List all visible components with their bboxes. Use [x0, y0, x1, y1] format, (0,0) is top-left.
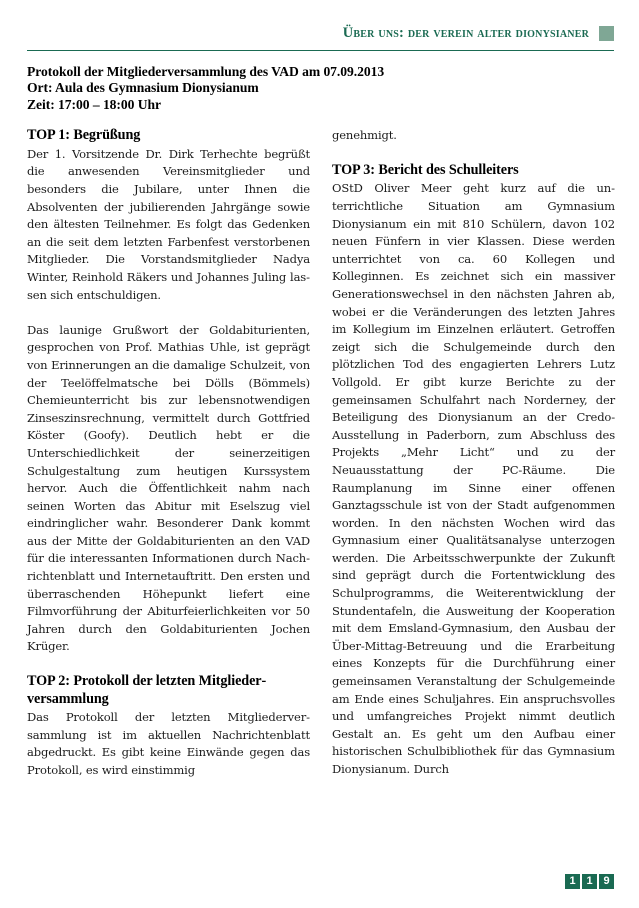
paragraph-top1-1: Der 1. Vorsitzende Dr. Dirk Terhechte begrüßt die anwesenden Vereinsmitglieder und besonders die Jubilare, unter Ihnen die Absolventen der jubilierenden Jahrgänge sowie den ältesten Teilnehmer. Es folgt das Gedenken an die seit dem letzten Farbenfest verstorbenen Mitglieder. Die Vorstandsmitglieder Nadya Winter, Reinhold Räkers und Johannes Juling lassen sich entschuldigen. [27, 146, 310, 302]
paragraph-top1-2: Das launige Grußwort der Goldabiturienten, gesprochen von Prof. Mathias Uhle, ist geprägt von Erinnerungen an die damalige Schulzeit, von der Teelöffelmatsche bei Dölls (Bömmels) Chemieunterricht bis zur lebensnotwendigen Zinseszinsrechnung, vermittelt durch Gottfried Köster (Goofy). Deutlich hebt er die Unterschiedlichkeit der seinerzeitigen Schulgestaltung zum heutigen Kurssystem hervor. Auch die Öffentlichkeit nahm nach seinen Worten das Abitur mit Eselszug viel eindringlicher wahr. Besonderer Dank kommt aus der Mitte der Goldabiturienten an den VAD für die interessanten Informationen durch Nachrichtenblatt und Internetauftritt. Den ersten und überraschenden Höhepunkt liefert eine Filmvorführung der Abiturfeierlichkeiten vor 50 Jahren durch den Goldabiturienten Jochen Krüger. [27, 322, 310, 654]
column-right [332, 127, 615, 778]
meeting-meta-block [27, 64, 614, 113]
paragraph-top3-1: OStD Oliver Meer geht kurz auf die unterrichtliche Situation am Gymnasium Dionysianum ein mit 810 Schülern, davon 102 neuen Fünfern in vier Klassen. Diese werden unterrichtet von ca. 60 Kollegen und Kolleginnen. Es zeichnet sich ein massiver Generationswechsel in den nächsten Jahren ab, wobei er die Veränderungen des letzten Jahres im Kollegium im Einzelnen erläutert. Getroffen zeigt sich die Schulgemeinde durch den plötzlichen Tod des engagierten Lehrers Lutz Vollgold. Er gibt kurze Berichte zu der gemeinsamen Schulfahrt nach Norderney, der Beteiligung des Dionysianum an der Credo-Ausstellung in Paderborn, zum Abschluss des Projekts „Mehr Licht“ und zu der Neuausstattung der PC-Räume. Die Raumplanung im Sinne einer offenen Ganztagsschule ist von der Stadt aufgenommen worden. In den nächsten Wochen wird das Gymnasium einer Qualitätsanalyse unterzogen werden. Die Arbeitsschwerpunkte der Zukunft sind geprägt durch die Fortentwicklung des Schulprogramms, die Weiterentwicklung der Stundentafeln, die Ausweitung der Kooperation mit dem Emsland-Gymnasium, den Ausbau der Über-Mittag-Betreuung und die Erarbeitung eines Konzepts für die Durchführung einer gemeinsamen Veranstaltung der Schulgemeinde am Ende eines Schuljahres. Ein anspruchsvolles und umfangreiches Projekt nimmt deutlich Gestalt an. Es geht um den Aufbau einer historischen Schulbibliothek für das Gymnasium Dionysianum. Durch [332, 181, 615, 776]
heading-top3: TOP 3: Bericht des Schulleiters [332, 161, 519, 178]
meeting-location-line: Ort: Aula des Gymnasium Dionysianum [27, 80, 259, 96]
heading-top2: TOP 2: Protokoll der letzten Mitgliederversammlung [27, 673, 267, 707]
header-square-icon [599, 26, 614, 41]
meeting-time-line: Zeit: 17:00 – 18:00 Uhr [27, 96, 162, 112]
folio-digit: 1 [565, 874, 580, 889]
running-header-title: Über uns: der verein alter dionysianer [342, 24, 589, 41]
folio-digit: 1 [582, 874, 597, 889]
folio-digit: 9 [599, 874, 614, 889]
column-left [27, 127, 310, 779]
running-header [27, 0, 614, 44]
heading-top1: TOP 1: Begrüßung [27, 127, 141, 144]
paragraph-top2-1: Das Protokoll der letzten Mitgliederversammlung ist im aktuellen Nachrichtenblatt abgedruckt. Es gibt keine Einwände gegen das Protokoll, es wird einstimmig [27, 710, 310, 777]
meeting-title-line: Protokoll der Mitgliederversammlung des VAD am 07.09.2013 [27, 64, 385, 79]
paragraph-continuation: genehmigt. [332, 128, 397, 143]
page-number-folio [565, 874, 614, 889]
header-divider-rule [27, 50, 614, 51]
two-column-body [27, 127, 614, 779]
